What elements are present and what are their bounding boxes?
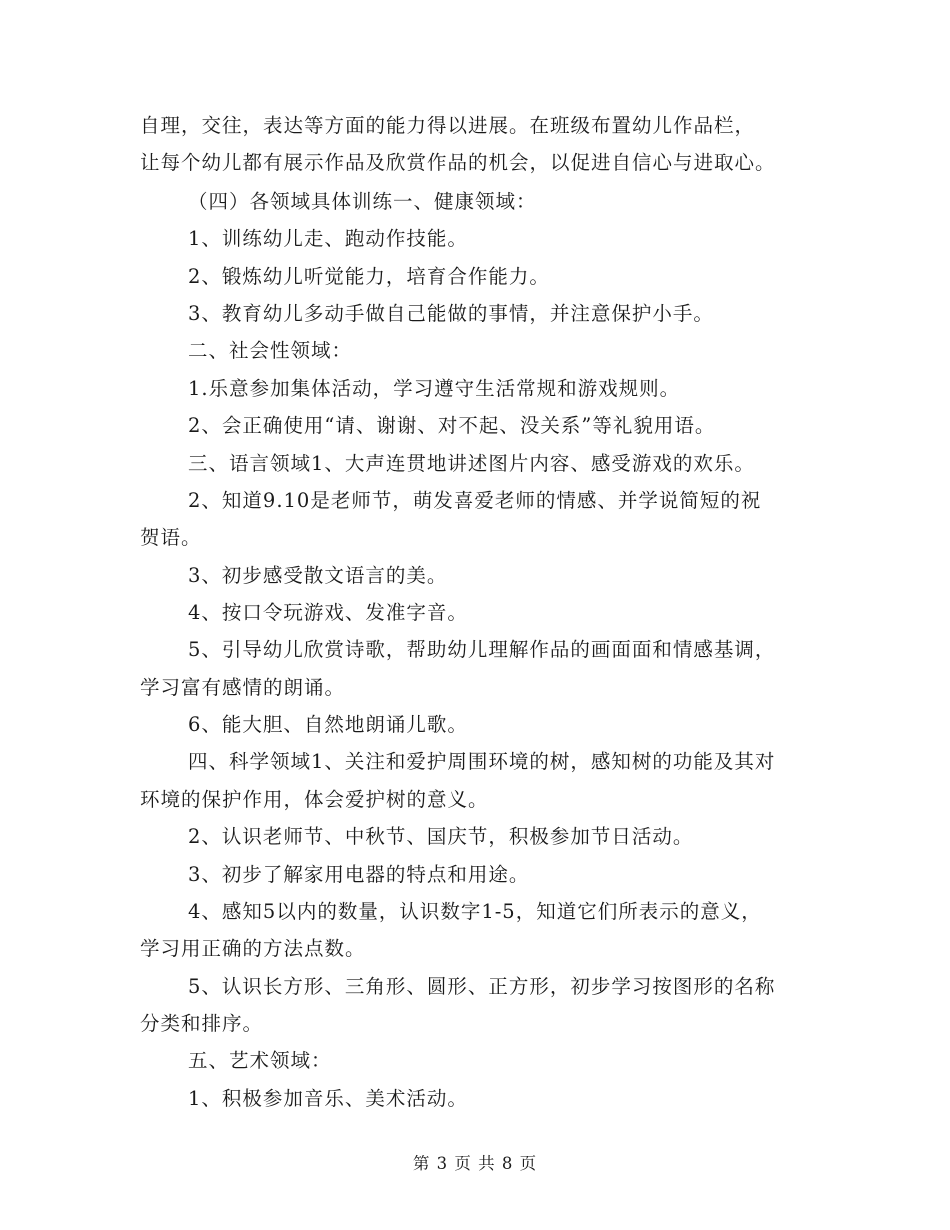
text-line: 2、会正确使用“请、谢谢、对不起、没关系”等礼貌用语。 [188,414,716,437]
text-line: 2、锻炼幼儿听觉能力，培育合作能力。 [188,265,550,288]
text-line: 5、引导幼儿欣赏诗歌，帮助幼儿理解作品的画面面和情感基调， [188,638,776,661]
text-line: 4、感知5以内的数量，认识数字1-5，知道它们所表示的意义， [188,900,762,923]
text-line: 1、训练幼儿走、跑动作技能。 [188,227,468,250]
text-line: 让每个幼儿都有展示作品及欣赏作品的机会，以促进自信心与进取心。 [140,151,776,174]
text-line: 4、按口令玩游戏、发准字音。 [188,601,468,624]
section-heading: 二、社会性领域： [188,339,353,362]
text-line: 3、教育幼儿多动手做自己能做的事情，并注意保护小手。 [188,302,714,325]
text-line: 环境的保护作用，体会爱护树的意义。 [140,788,489,811]
text-line: 贺语。 [140,526,202,549]
text-line: 6、能大胆、自然地朗诵儿歌。 [188,713,468,736]
text-line: 学习富有感情的朗诵。 [140,676,346,699]
text-line: 2、知道9.10是老师节，萌发喜爱老师的情感、并学说简短的祝 [188,489,762,512]
text-line: 3、初步了解家用电器的特点和用途。 [188,863,530,886]
section-heading: 四、科学领域1、关注和爱护周围环境的树，感知树的功能及其对 [188,750,776,773]
section-heading: （四）各领域具体训练一、健康领域： [188,190,537,213]
section-heading: 五、艺术领域： [188,1049,332,1072]
text-line: 1、积极参加音乐、美术活动。 [188,1087,468,1110]
text-line: 1.乐意参加集体活动，学习遵守生活常规和游戏规则。 [188,377,681,400]
text-line: 3、初步感受散文语言的美。 [188,564,448,587]
text-line: 自理，交往，表达等方面的能力得以进展。在班级布置幼儿作品栏， [140,114,756,137]
text-line: 2、认识老师节、中秋节、国庆节，积极参加节日活动。 [188,825,694,848]
text-line: 5、认识长方形、三角形、圆形、正方形，初步学习按图形的名称 [188,975,776,998]
page-number-footer: 第 3 页 共 8 页 [412,1154,538,1173]
text-line: 分类和排序。 [140,1012,264,1035]
section-heading: 三、语言领域1、大声连贯地讲述图片内容、感受游戏的欢乐。 [188,452,755,475]
text-line: 学习用正确的方法点数。 [140,937,366,960]
